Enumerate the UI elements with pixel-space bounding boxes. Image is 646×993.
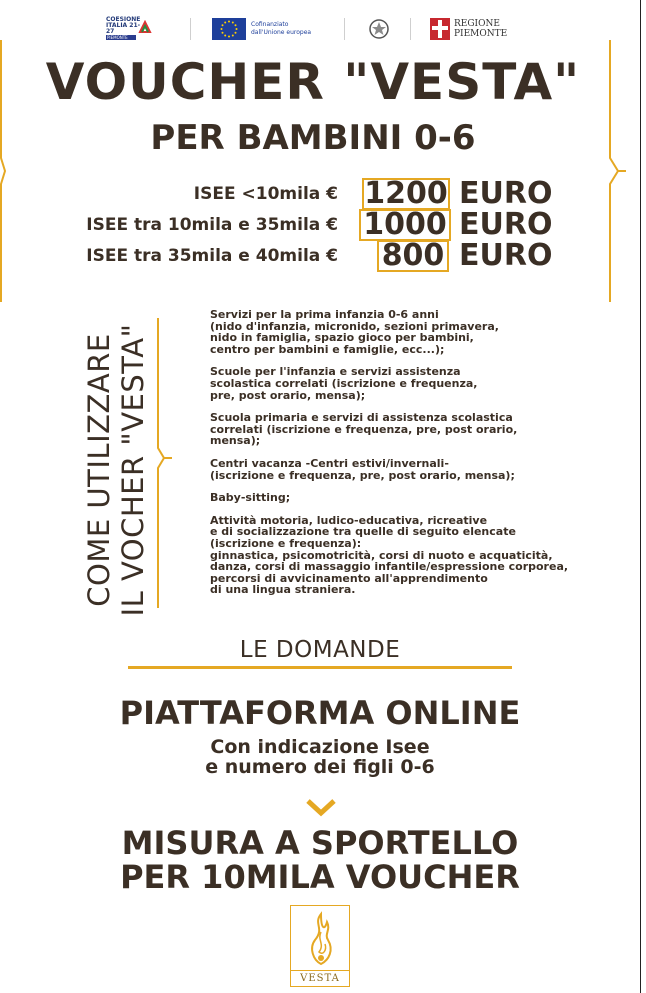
logo-strip <box>104 14 514 44</box>
isee-row <box>0 240 646 272</box>
list-item: Centri vacanza -Centri estivi/invernali- (iscrizione e frequenza, pre, post orario, mensa); <box>210 456 515 482</box>
page-edge <box>640 0 641 993</box>
isee-amount: 1200 <box>362 178 450 210</box>
coesione-mark-icon <box>138 20 152 34</box>
isee-amount: 1000 <box>359 209 451 241</box>
how-to-use-line1: COME UTILIZZARE <box>82 333 116 607</box>
isee-row <box>0 178 646 210</box>
vesta-logo <box>290 905 350 987</box>
piemonte-shield-icon <box>430 18 450 40</box>
platform-subheading: Con indicazione Isee e numero dei figli 0-6 <box>205 736 435 778</box>
divider <box>128 666 512 669</box>
isee-row <box>0 209 646 241</box>
logo-divider <box>190 18 191 40</box>
page-title: VOUCHER "VESTA" <box>45 53 581 111</box>
coesione-logo-text: COESIONE ITALIA 21-27 <box>106 16 141 35</box>
isee-label: ISEE tra 10mila e 35mila € <box>86 215 338 235</box>
coesione-logo-bar: PIEMONTE <box>106 35 136 40</box>
isee-unit: EURO <box>459 238 553 273</box>
vesta-logo-text: VESTA <box>291 970 349 986</box>
eu-cofinanced-logo <box>212 14 332 44</box>
eu-logo-text: Cofinanziato dall'Unione europea <box>251 21 312 36</box>
counter-measure-heading: MISURA A SPORTELLO PER 10MILA VOUCHER <box>120 824 520 896</box>
list-item: Scuole per l'infanzia e servizi assistenza scolastica correlati (iscrizione e frequenza, pre, post orario, mensa); <box>210 365 478 402</box>
piemonte-logo-line2: PIEMONTE <box>454 29 508 39</box>
isee-amount: 800 <box>377 240 449 272</box>
list-item: Scuola primaria e servizi di assistenza scolastica correlati (iscrizione e frequenza, pre, post orario, mensa); <box>210 411 518 448</box>
how-to-use-line2: IL VOCHER "VESTA" <box>116 323 150 617</box>
platform-heading: PIATTAFORMA ONLINE <box>119 694 521 732</box>
eu-flag-icon <box>212 18 246 40</box>
uses-list <box>210 309 600 607</box>
list-item: Servizi per la prima infanzia 0-6 anni (nido d'infanzia, micronido, sezioni primavera, nido in famiglia, spazio gioco per bambini, centro per bambini e famiglie, ecc...); <box>210 308 499 356</box>
list-item: Baby-sitting; <box>210 491 291 505</box>
uses-bracket <box>156 318 174 608</box>
logo-divider <box>344 18 345 40</box>
page-subtitle: PER BAMBINI 0-6 <box>150 118 476 158</box>
regione-piemonte-logo <box>430 14 520 44</box>
isee-unit: EURO <box>459 207 553 242</box>
list-item: Attività motoria, ludico-educativa, ricreative e di socializzazione tra quelle di seguito elencate (iscrizione e frequenza): ginnastica, psicomotricità, corsi di nuoto e acquaticità, danza, corsi di massaggio infantile/espressione corporea, percorsi di avvicinamento all'apprendimento di una lingua straniera. <box>210 513 569 597</box>
logo-divider <box>410 18 411 40</box>
applications-heading: LE DOMANDE <box>239 637 401 663</box>
piemonte-logo-line1: REGIONE <box>454 19 500 29</box>
how-to-use-heading <box>82 316 154 624</box>
italian-republic-emblem-icon <box>368 14 392 44</box>
flame-icon <box>303 910 339 968</box>
chevron-down-icon <box>305 798 337 818</box>
coesione-italia-logo <box>104 14 170 44</box>
isee-unit: EURO <box>459 176 553 211</box>
isee-label: ISEE <10mila € <box>193 184 338 204</box>
isee-label: ISEE tra 35mila e 40mila € <box>86 246 338 266</box>
